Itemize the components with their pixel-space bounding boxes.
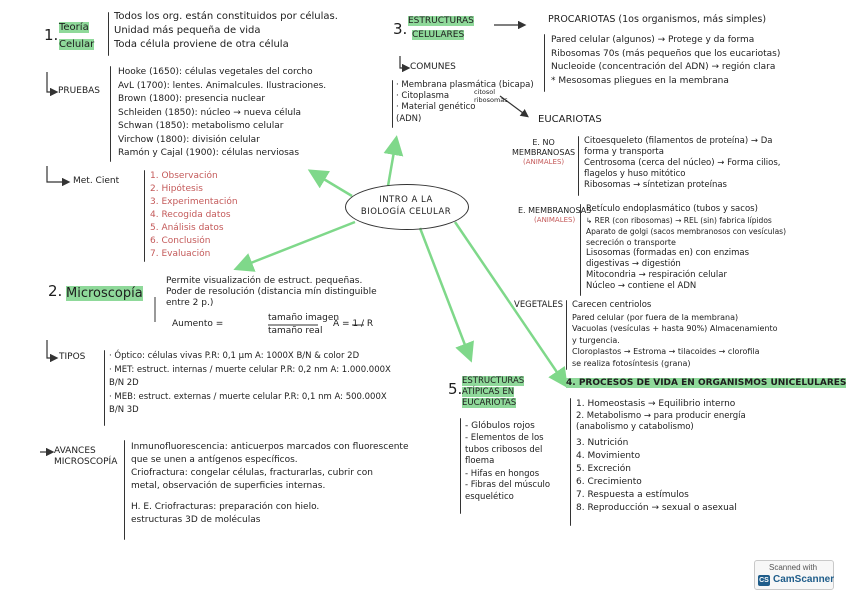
citoplasma-sub-item: citosol [474, 88, 496, 96]
memb-item: Aparato de golgi (sacos membranosos con vesículas) [586, 227, 787, 236]
no-memb-item: flagelos y huso mitótico [584, 169, 686, 179]
avances-label-line: AVANCES [54, 446, 96, 456]
tipo-item: · MEB: estruct. externas / muerte celular P.R: 0,1 nm A: 500.000X [109, 391, 387, 402]
comunes-brace [392, 80, 393, 128]
avances-label-line: MICROSCOPÍA [54, 457, 118, 468]
vegetal-item: Cloroplastos → Estroma → tilacoides → clorofila [572, 347, 760, 356]
memb-item: ↳ RER (con ribosomas) → REL (sin) fabrica lípidos [586, 216, 772, 225]
s3-title-b: CELULARES [412, 30, 465, 40]
avance-item: H. E. Criofracturas: preparación con hielo. [131, 502, 320, 512]
no-memb-item: Ribosomas → síntetizan proteínas [584, 180, 727, 190]
s5-title-line: EUCARIOTAS [462, 398, 517, 408]
avance-item: Criofractura: congelar células, fracturarlas, cubrir con [131, 468, 373, 478]
memb-label-line: E. MEMBRANOSAS [518, 206, 592, 215]
s4-item: 6. Crecimiento [576, 477, 642, 487]
s5-title-line: ESTRUCTURAS [462, 376, 525, 386]
no-memb-list [584, 136, 781, 191]
s5-brace [460, 418, 461, 514]
no-memb-sub: (ANIMALES) [522, 158, 565, 166]
comun-item: (ADN) [396, 113, 422, 124]
s1-title-b: Celular [59, 39, 95, 50]
s1-point: Todos los org. están constituidos por células. [114, 11, 338, 22]
met-step: 5. Análisis datos [150, 223, 224, 233]
avance-item: metal, observación de superficies internas. [131, 481, 326, 491]
s4-item: 4. Movimiento [576, 451, 641, 461]
prueba-item: Hooke (1650): células vegetales del corcho [118, 67, 313, 77]
s5-item: - Glóbulos rojos [465, 421, 535, 431]
procariotas-list [551, 34, 780, 88]
pruebas-label: PRUEBAS [58, 86, 100, 96]
s4-brace [570, 398, 571, 526]
prueba-item: Schleiden (1850): núcleo → nueva célula [118, 107, 302, 118]
avances-brace [124, 440, 125, 540]
prueba-item: AvL (1700): lentes. Animalcules. Ilustraciones. [118, 80, 327, 91]
procariota-item: Ribosomas 70s (más pequeños que los eucariotas) [551, 48, 781, 59]
s1-brace [108, 12, 109, 56]
memb-item: Núcleo → contiene el ADN [586, 281, 697, 291]
citoplasma-sub [474, 88, 508, 104]
s2-def-line: entre 2 p.) [166, 298, 214, 309]
met-label: Met. Cient [73, 176, 120, 186]
s4-title: 4. PROCESOS DE VIDA EN ORGANISMOS UNICELULARES [566, 378, 847, 388]
pruebas-list [118, 66, 326, 161]
center-topic-text: INTRO A LA BIOLOGÍA CELULAR [360, 195, 452, 217]
vegetales-label: VEGETALES [514, 300, 563, 310]
avances-label [54, 446, 117, 468]
vegetales-list [572, 300, 778, 369]
s4-list [576, 398, 746, 515]
citoplasma-sub-item: ribosomas [474, 96, 508, 104]
comunes-list [396, 80, 534, 125]
met-step: 2. Hipótesis [150, 184, 203, 194]
s5-list [465, 420, 550, 503]
s4-item: 5. Excreción [576, 464, 631, 474]
no-memb-brace [578, 136, 579, 196]
met-list [150, 170, 238, 261]
s5-item: - Hifas en hongos [465, 468, 540, 479]
met-step: 4. Recogida datos [150, 210, 231, 220]
s3-number: 3. [393, 20, 408, 38]
tipo-item: · MET: estruct. internas / muerte celular P.R: 0,2 nm A: 1.000.000X [109, 364, 391, 375]
eucariotas-title: EUCARIOTAS [538, 114, 602, 125]
tipos-brace [104, 350, 105, 426]
avance-item: que se unen a antígenos específicos. [131, 455, 298, 465]
procariota-item: Pared celular (algunos) → Protege y da forma [551, 35, 755, 45]
s1-point: Toda célula proviene de otra célula [114, 39, 289, 50]
met-brace [144, 170, 145, 262]
s4-item: 1. Homeostasis → Equilibrio interno [576, 399, 736, 409]
s4-item: (anabolismo y catabolismo) [576, 422, 694, 432]
s5-item: esquelético [465, 491, 514, 502]
memb-item: Mitocondria → respiración celular [586, 270, 727, 280]
memb-item: secreción o transporte [586, 238, 676, 247]
comun-item: · Material genético [396, 102, 476, 113]
comun-item: · Citoplasma [396, 91, 450, 102]
tipo-item: B/N 2D [109, 378, 139, 388]
vegetal-item: Vacuolas (vesículas + hasta 90%) Almacenamiento [572, 324, 778, 333]
aumento-denominator: tamaño real [268, 326, 323, 336]
s3-title-a: ESTRUCTURAS [408, 16, 474, 26]
met-step: 6. Conclusión [150, 236, 211, 246]
s5-item: floema [465, 456, 495, 466]
s4-item: 2. Metabolismo → para producir energía [576, 411, 746, 421]
memb-brace [580, 204, 581, 296]
aumento-formula: A = 1 / R [333, 319, 374, 329]
s5-title [462, 376, 524, 409]
comun-item: · Membrana plasmática (bicapa) [396, 80, 534, 90]
vegetal-item: se realiza fotosíntesis (grana) [572, 358, 691, 368]
prueba-item: Ramón y Cajal (1900): células nerviosas [118, 148, 300, 158]
s4-item: 8. Reproducción → sexual o asexual [576, 503, 737, 513]
camscanner-badge [754, 560, 834, 590]
badge-line1: Scanned with [769, 563, 818, 572]
no-memb-item: Citoesqueleto (filamentos de proteína) → Da [584, 136, 773, 146]
memb-sub: (ANIMALES) [534, 216, 576, 224]
no-memb-label-line: E. NO [532, 138, 555, 147]
prueba-item: Brown (1800): presencia nuclear [118, 94, 266, 104]
vegetal-item: Pared celular (por fuera de la membrana) [572, 312, 739, 322]
tipo-item: · Óptico: células vivas P.R: 0,1 μm A: 1000X B/N & color 2D [109, 351, 360, 361]
avance-item: estructuras 3D de moléculas [131, 515, 261, 525]
aumento-numerator: tamaño imagen [268, 313, 340, 323]
memb-item: Lisosomas (formadas en) con enzimas [586, 248, 750, 258]
prueba-item: Schwan (1850): metabolismo celular [118, 121, 284, 131]
badge-line2: CamScanner [773, 574, 835, 585]
s1-point: Unidad más pequeña de vida [114, 25, 261, 36]
met-step: 7. Evaluación [150, 249, 211, 259]
met-step: 1. Observación [150, 171, 218, 181]
s4-item: 3. Nutrición [576, 438, 629, 448]
tipos-list [109, 350, 391, 418]
memb-item: digestivas → digestión [586, 259, 681, 269]
s1-title-a: Teoría [59, 22, 89, 33]
procariotas-title: PROCARIOTAS (1os organismos, más simples) [548, 14, 767, 25]
aumento-label: Aumento = [172, 319, 224, 329]
s2-number: 2. [48, 282, 63, 300]
procariotas-brace [544, 34, 545, 92]
s5-number: 5. [448, 380, 463, 398]
memb-list [586, 204, 786, 292]
s2-def-line: Permite visualización de estruct. pequeñas. [166, 276, 363, 286]
no-memb-item: Centrosoma (cerca del núcleo) → Forma cilios, [584, 158, 781, 168]
procariota-item: Nucleoide (concentración del ADN) → región clara [551, 62, 776, 72]
s1-number: 1. [44, 26, 59, 44]
no-memb-item: forma y transporta [584, 147, 664, 157]
met-step: 3. Experimentación [150, 197, 238, 207]
s2-title: Microscopía [66, 286, 143, 301]
avance-item: Inmunofluorescencia: anticuerpos marcados con fluorescente [131, 442, 409, 452]
tipos-label: TIPOS [59, 352, 86, 362]
s2-definition [166, 276, 377, 310]
s2-def-line: Poder de resolución (distancia mín distinguible [166, 287, 377, 298]
vegetal-item: Carecen centriolos [572, 300, 652, 310]
memb-item: Retículo endoplasmático (tubos y sacos) [586, 204, 758, 214]
comunes-label: COMUNES [410, 62, 456, 72]
no-memb-label-line: MEMBRANOSAS [512, 148, 576, 157]
prueba-item: Virchow (1800): división celular [118, 134, 260, 145]
camscanner-logo-icon: CS [759, 577, 769, 584]
s4-item: 7. Respuesta a estímulos [576, 490, 689, 500]
s5-item: - Fibras del músculo [465, 480, 551, 490]
no-memb-label [512, 138, 575, 167]
tipo-item: B/N 3D [109, 405, 139, 415]
s5-item: tubos cribosos del [465, 444, 543, 455]
pruebas-brace [110, 66, 111, 162]
s1-points [114, 10, 338, 52]
s5-item: - Elementos de los [465, 433, 544, 443]
avances-list [131, 441, 409, 527]
vegetal-item: y turgencia. [572, 335, 620, 345]
s5-title-line: ATÍPICAS EN [462, 387, 515, 397]
vegetales-brace [566, 300, 567, 370]
procariota-item: * Mesosomas pliegues en la membrana [551, 75, 729, 86]
